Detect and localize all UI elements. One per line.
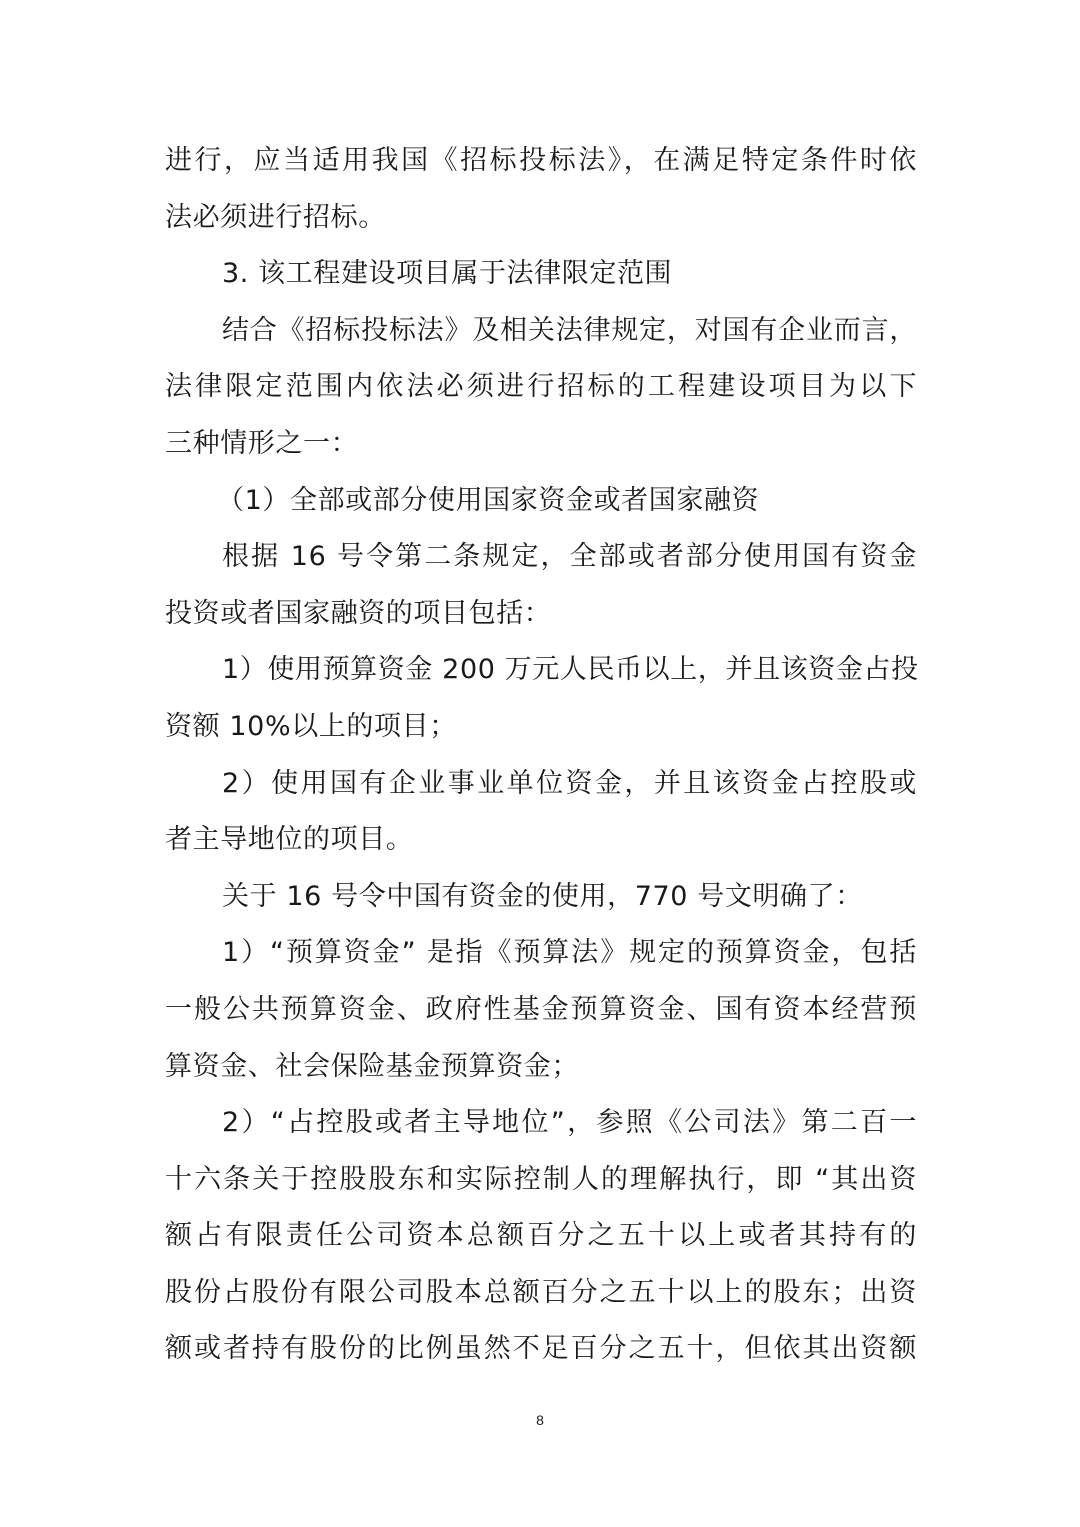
- list-item-line: 1）“预算资金” 是指《预算法》规定的预算资金，包括: [222, 937, 917, 969]
- body-text: [165, 133, 917, 1378]
- paragraph-line: 法必须进行招标。: [165, 201, 386, 233]
- paragraph-line: 结合《招标投标法》及相关法律规定，对国有企业而言，: [222, 314, 917, 346]
- list-item-line: 2）“占控股或者主导地位”，参照《公司法》第二百一: [222, 1107, 917, 1139]
- list-item-line: 2）使用国有企业事业单位资金，并且该资金占控股或: [222, 767, 917, 799]
- list-item-line: 股份占股份有限公司股本总额百分之五十以上的股东；出资: [165, 1276, 917, 1308]
- list-item-line: 1）使用预算资金 200 万元人民币以上，并且该资金占投: [222, 654, 919, 686]
- list-item-line: 额占有限责任公司资本总额百分之五十以上或者其持有的: [165, 1220, 917, 1252]
- page-number: 8: [536, 1412, 544, 1428]
- section-heading: 3. 该工程建设项目属于法律限定范围: [222, 258, 673, 290]
- paragraph-line: 进行，应当适用我国《招标投标法》，在满足特定条件时依: [165, 145, 917, 176]
- list-item-line: 一般公共预算资金、政府性基金预算资金、国有资本经营预: [165, 993, 917, 1025]
- paragraph-line: 投资或者国家融资的项目包括：: [165, 597, 552, 629]
- subsection-heading: （1）全部或部分使用国家资金或者国家融资: [217, 484, 760, 516]
- paragraph-line: 根据 16 号令第二条规定，全部或者部分使用国有资金: [222, 541, 917, 573]
- list-item-line: 十六条关于控股股东和实际控制人的理解执行，即 “其出资: [165, 1163, 917, 1195]
- list-item-line: 者主导地位的项目。: [165, 824, 414, 856]
- list-item-line: 额或者持有股份的比例虽然不足百分之五十，但依其出资额: [165, 1333, 917, 1365]
- paragraph-line: 关于 16 号令中国有资金的使用，770 号文明确了：: [222, 880, 863, 912]
- paragraph-line: 法律限定范围内依法必须进行招标的工程建设项目为以下: [165, 371, 917, 403]
- list-item-line: 资额 10%以上的项目；: [165, 710, 457, 742]
- list-item-line: 算资金、社会保险基金预算资金；: [165, 1050, 579, 1082]
- paragraph-line: 三种情形之一：: [165, 427, 359, 459]
